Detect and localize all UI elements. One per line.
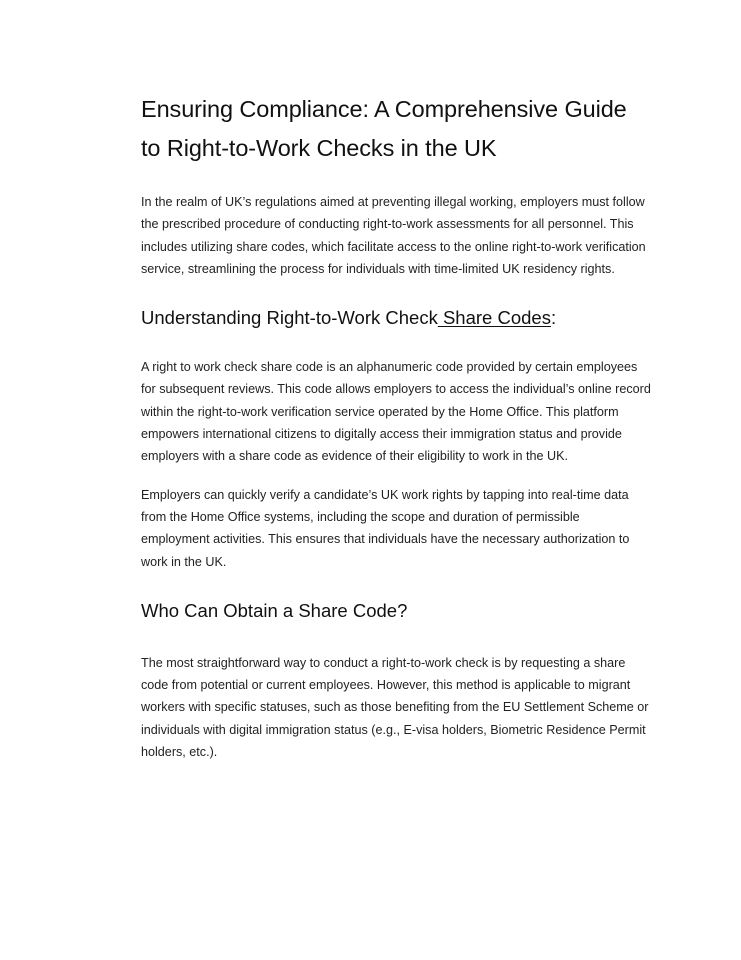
who-can-obtain-paragraph: The most straightforward way to conduct a right-to-work check is by requesting a share code from potential or current employees. However, this method is applicable to migrant workers with specific statuses, such as those benefiting from the EU Settlement Scheme or individuals with digital immigration status (e.g., E-visa holders, Biometric Residence Permit holders, etc.).: [141, 655, 649, 760]
share-codes-link[interactable]: Share Codes: [437, 307, 551, 329]
section-heading-understanding: [141, 305, 651, 331]
page-title: Ensuring Compliance: A Comprehensive Guide to Right-to-Work Checks in the UK: [141, 96, 627, 161]
employers-paragraph: Employers can quickly verify a candidate’s UK work rights by tapping into real-time data from the Home Office systems, including the scope and duration of permissible employment activities. This ensures that individuals have the necessary authorization to work in the UK.: [141, 487, 630, 569]
section-heading-who-can-obtain: Who Can Obtain a Share Code?: [141, 599, 408, 621]
intro-paragraph: In the realm of UK’s regulations aimed at preventing illegal working, employers must follow the prescribed procedure of conducting right-to-work assessments for all personnel. This includes utilizing share codes, which facilitate access to the online right-to-work verification service, streamlining the process for individuals with time-limited UK residency rights.: [141, 195, 646, 276]
document-page: [141, 90, 651, 763]
section-heading-prefix: Understanding Right-to-Work Check: [141, 307, 438, 329]
section-heading-suffix: :: [550, 307, 557, 329]
share-code-paragraph: A right to work check share code is an alphanumeric code provided by certain employees for subsequent reviews. This code allows employers to access the individual’s online record within the right-to-work verification service operated by the Home Office. This platform empowers international citizens to digitally access their immigration status and provide employers with a share code as evidence of their eligibility to work in the UK.: [141, 360, 651, 464]
